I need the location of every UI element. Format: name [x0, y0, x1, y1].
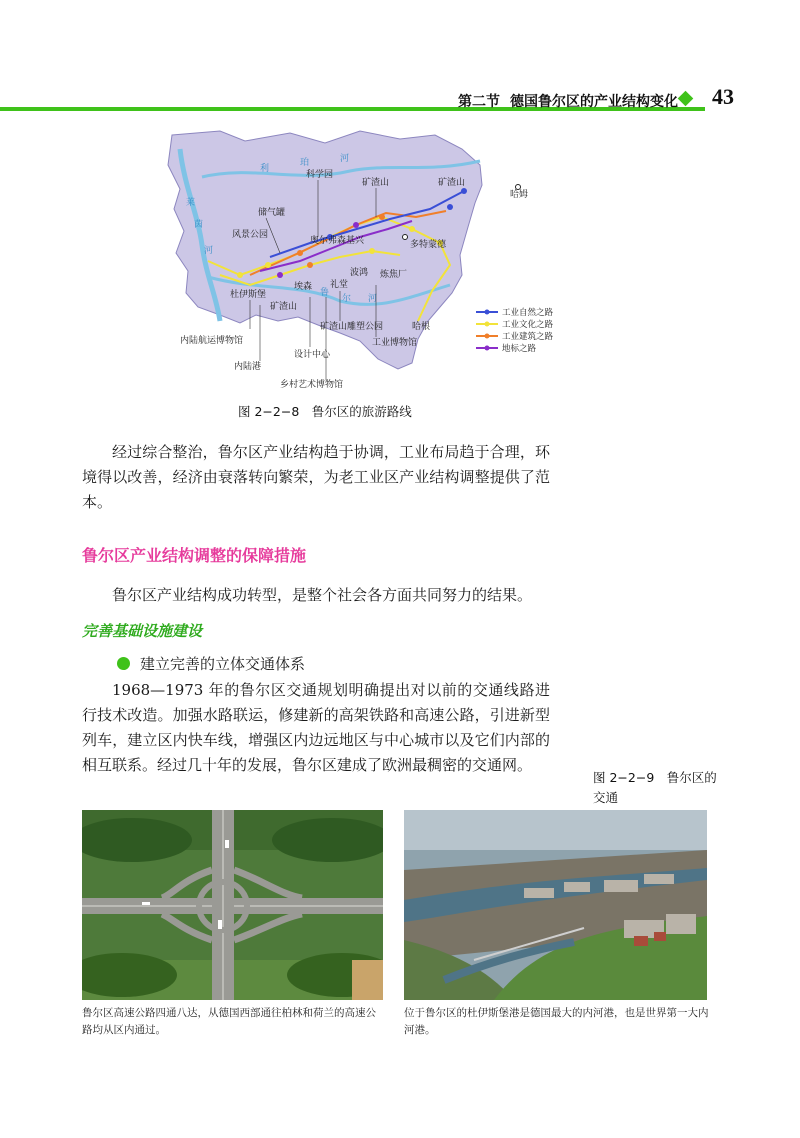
- highway-interchange-photo: [82, 810, 383, 1000]
- place-label: 奥尔弗森基兴: [310, 236, 365, 246]
- body-paragraph: 经过综合整治，鲁尔区产业结构趋于协调，工业布局趋于合理，环境得以改善，经济由衰落转向繁荣，为老工业区产业结构调整提供了范本。: [82, 443, 550, 511]
- legend-label: 工业建筑之路: [502, 332, 554, 342]
- place-label: 杜伊斯堡: [230, 290, 267, 300]
- diamond-icon: [678, 91, 694, 107]
- place-label: 哈根: [412, 322, 431, 332]
- header-section: 第二节: [458, 94, 500, 110]
- place-label: 埃森: [294, 282, 313, 292]
- place-label: 风景公园: [232, 230, 269, 240]
- river-label: 利: [260, 164, 270, 174]
- place-label: 科学园: [306, 170, 334, 180]
- place-label: 炼焦厂: [380, 270, 408, 280]
- place-label: 乡村艺术博物馆: [280, 380, 344, 390]
- place-label: 多特蒙德: [410, 240, 447, 250]
- map-legend: [476, 307, 554, 354]
- place-label: 波鸿: [350, 268, 369, 278]
- figure-caption: 图 2−2−9 鲁尔区的交通: [593, 770, 717, 805]
- place-label: 矿渣山: [362, 178, 390, 188]
- place-label: 矿渣山: [438, 178, 466, 188]
- place-label: 工业博物馆: [372, 338, 418, 348]
- photo-caption: 鲁尔区高速公路四通八达，从德国西部通往柏林和荷兰的高速公路均从区内通过。: [82, 1007, 376, 1036]
- bullet-icon: [117, 657, 130, 670]
- place-label: 设计中心: [294, 350, 331, 360]
- section-heading: 鲁尔区产业结构调整的保障措施: [82, 546, 307, 565]
- duisburg-port-photo: [404, 810, 707, 1000]
- river-label: 河: [340, 154, 350, 164]
- place-label: 内陆航运博物馆: [180, 336, 244, 346]
- river-label: 河: [204, 246, 214, 256]
- body-paragraph: 鲁尔区产业结构成功转型，是整个社会各方面共同努力的结果。: [112, 586, 533, 604]
- river-label: 鲁: [320, 288, 330, 298]
- river-label: 河: [368, 294, 378, 304]
- river-label: 莱: [186, 198, 196, 208]
- legend-label: 工业自然之路: [502, 308, 554, 318]
- place-label: 矿渣山雕塑公园: [320, 322, 384, 332]
- ruhr-tourism-map: [150, 125, 570, 390]
- place-label: 矿渣山: [270, 302, 298, 312]
- bullet-text: 建立完善的立体交通体系: [140, 655, 306, 673]
- place-label: 礼堂: [330, 280, 349, 290]
- legend-label: 地标之路: [502, 344, 537, 354]
- place-label: 储气罐: [258, 208, 286, 218]
- legend-label: 工业文化之路: [502, 320, 554, 330]
- figure-caption: 图 2−2−8 鲁尔区的旅游路线: [238, 404, 412, 419]
- place-label: 哈姆: [510, 190, 529, 200]
- sub-heading: 完善基础设施建设: [82, 622, 203, 640]
- body-paragraph: 1968—1973 年的鲁尔区交通规划明确提出对以前的交通线路进行技术改造。加强水路联运，修建新的高架铁路和高速公路，引进新型列车，建立区内快车线，增强区内边远地区与中心城市以及它们内部的相互联系。经过几十年的发展，鲁尔区建成了欧洲最稠密的交通网。: [82, 681, 550, 774]
- place-label: 内陆港: [234, 362, 262, 372]
- river-label: 茵: [194, 220, 204, 230]
- page-number: 43: [712, 84, 734, 109]
- photo-caption: 位于鲁尔区的杜伊斯堡港是德国最大的内河港，也是世界第一大内河港。: [404, 1007, 709, 1036]
- bullet-item: [117, 653, 305, 674]
- header-chapter-title: 德国鲁尔区的产业结构变化: [510, 94, 678, 110]
- river-label: 珀: [300, 158, 310, 168]
- river-label: 尔: [342, 294, 352, 304]
